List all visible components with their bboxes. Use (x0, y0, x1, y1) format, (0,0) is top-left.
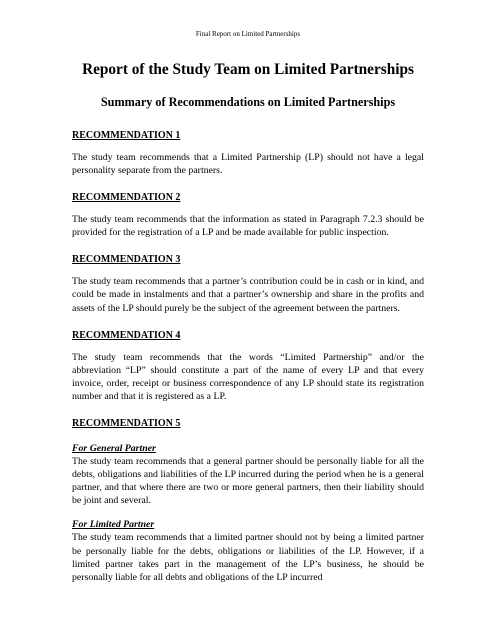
recommendation-heading: RECOMMENDATION 3 (72, 254, 181, 266)
recommendation-3 (72, 253, 424, 314)
recommendation-5 (72, 417, 424, 584)
recommendation-text: The study team recommends that the words “Limited Partnership” and/or the abbreviation “LP” should constitute a part of the name of every LP and that every invoice, order, receipt or business correspondence of any LP should state its registration number and that it is registered as a LP. (72, 351, 424, 402)
recommendation-heading: RECOMMENDATION 2 (72, 192, 181, 204)
recommendation-text: The study team recommends that the information as stated in Paragraph 7.2.3 should be provided for the registration of a LP and be made available for public inspection. (72, 214, 424, 239)
recommendation-4 (72, 329, 424, 403)
subsection-text-general-partner: The study team recommends that a general partner should be personally liable for all the debts, obligations and liabilities of the LP incurred during the period when he is a general partner, and that where there are two or more general partners, then their liability should be joint and several. (72, 456, 424, 507)
page-subtitle: Summary of Recommendations on Limited Partnerships (100, 95, 396, 109)
recommendation-heading: RECOMMENDATION 4 (72, 329, 181, 341)
subsection-heading-limited-partner: For Limited Partner (72, 519, 155, 531)
subsection-heading-general-partner: For General Partner (72, 443, 156, 455)
subsection-text-limited-partner: The study team recommends that a limited partner should not by being a limited partner be personally liable for the debts, obligations or liabilities of the LP. However, if a limited partner takes part in the management of the LP’s business, he should be personally liable for all debts and obligations of the LP incurred (72, 532, 424, 583)
recommendation-heading: RECOMMENDATION 5 (72, 418, 181, 430)
recommendation-2 (72, 191, 424, 239)
recommendation-text: The study team recommends that a Limited Partnership (LP) should not have a legal personality separate from the partners. (72, 152, 424, 177)
page-title: Report of the Study Team on Limited Partnerships (82, 61, 414, 78)
recommendation-1 (72, 129, 424, 177)
recommendation-text: The study team recommends that a partner’s contribution could be in cash or in kind, and could be made in instalments and that a partner’s ownership and share in the profits and assets of the LP should purely be the subject of the agreement between the partners. (72, 276, 424, 314)
running-header: Final Report on Limited Partnerships (195, 30, 301, 38)
recommendation-heading: RECOMMENDATION 1 (72, 130, 181, 141)
